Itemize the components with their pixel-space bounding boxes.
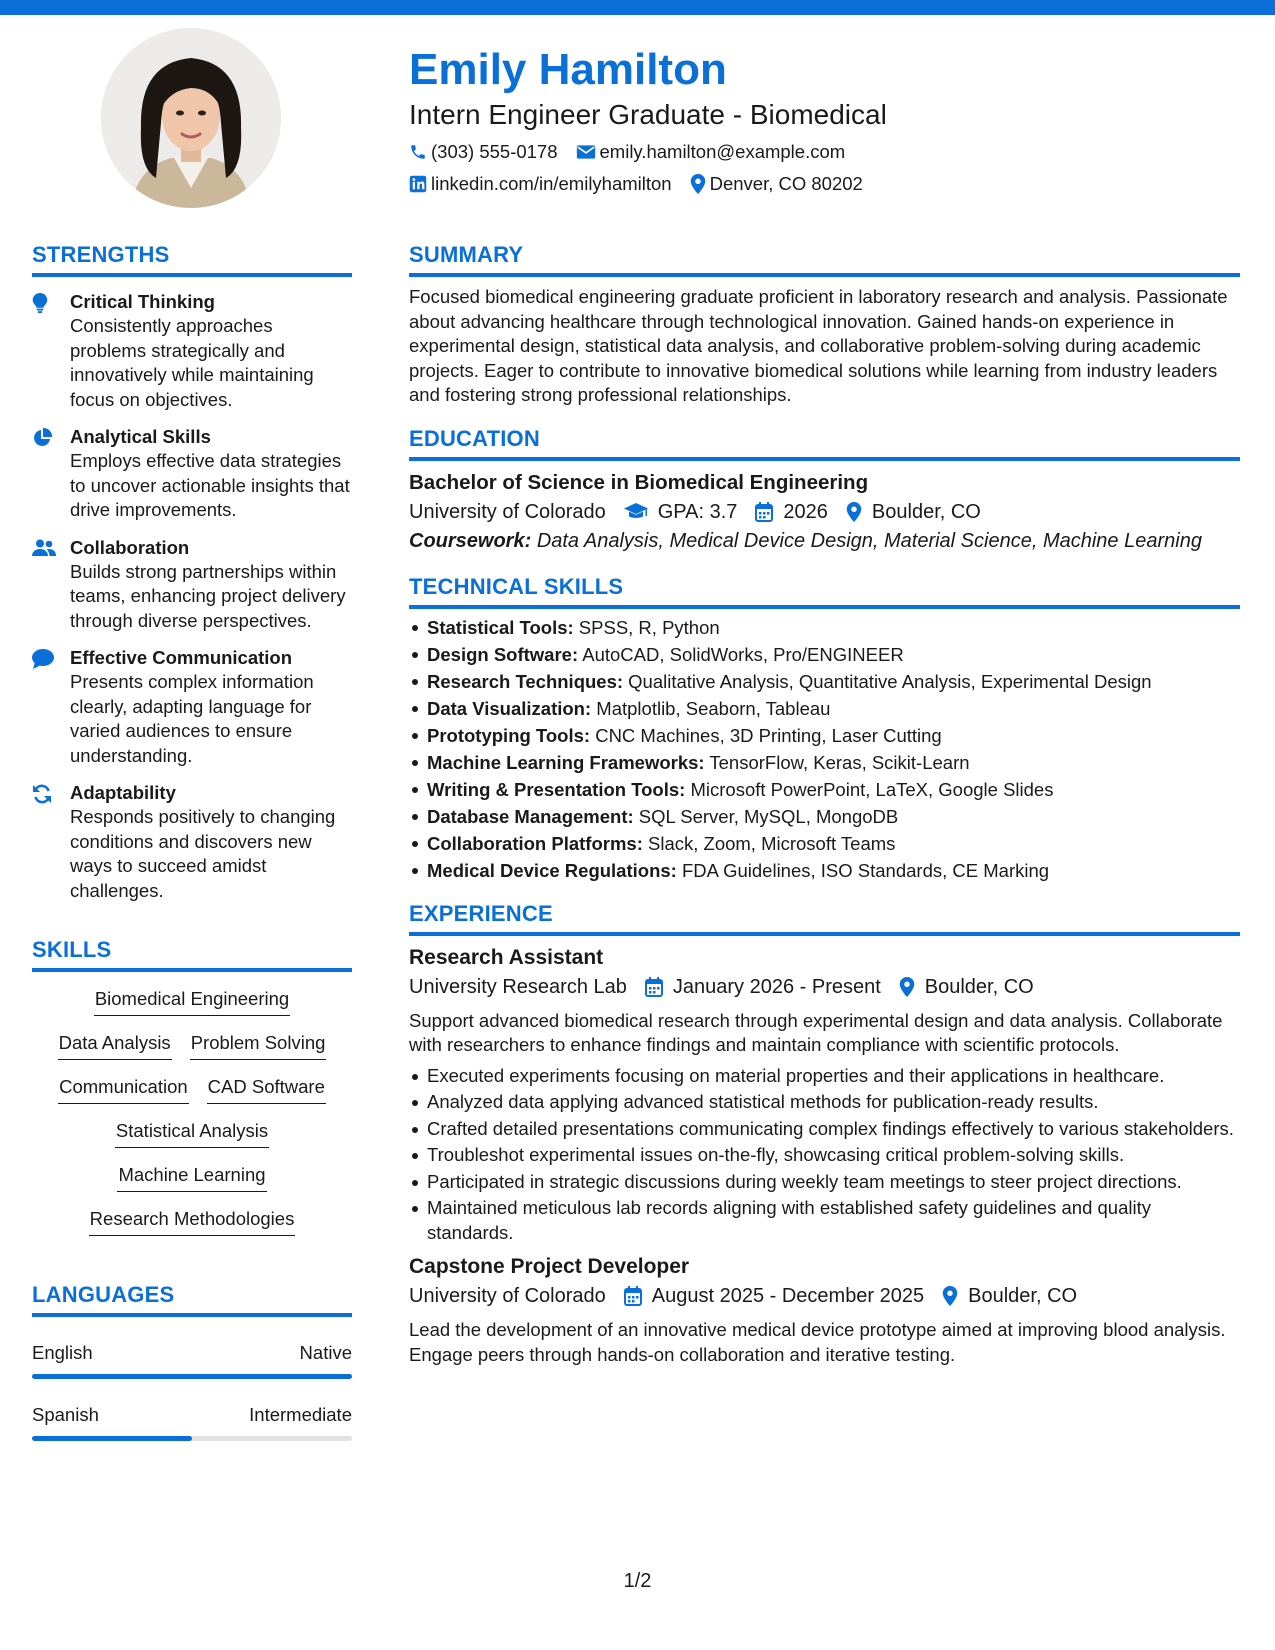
language-level: Intermediate [249,1404,352,1425]
skill-tag: Statistical Analysis [115,1118,269,1148]
skill-category: Data Visualization: [427,697,592,719]
experience-section [409,899,1240,1368]
skill-category: Writing & Presentation Tools: [427,778,686,800]
list-item [409,723,1240,748]
email-contact[interactable] [576,140,846,164]
list-item: Maintained meticulous lab records aligning with established safety guidelines and quality standards. [409,1196,1240,1245]
skills-heading: SKILLS [32,937,112,962]
skill-values: TensorFlow, Keras, Scikit-Learn [709,751,970,773]
skill-row [32,1118,352,1148]
map-pin-icon [846,502,862,522]
skill-values: Qualitative Analysis, Quantitative Analysis, Experimental Design [628,670,1152,692]
language-item [32,1341,352,1379]
job-dates [624,1282,924,1310]
list-item [409,831,1240,856]
skill-category: Design Software: [427,643,579,665]
envelope-icon [576,144,596,160]
skill-tag: Problem Solving [190,1030,327,1060]
calendar-icon [755,502,773,522]
location-contact [690,172,863,196]
coursework-label: Coursework: [409,529,532,552]
language-name: English [32,1342,93,1363]
education-heading: EDUCATION [409,425,540,451]
job-organization [409,1282,606,1310]
list-item [409,615,1240,640]
skill-category: Prototyping Tools: [427,724,591,746]
school-name [409,498,606,526]
skills-section [32,935,352,1236]
organization-text: University Research Lab [409,975,627,998]
section-divider [32,968,352,972]
pie-chart-icon [32,428,52,448]
languages-heading: LANGUAGES [32,1282,175,1307]
strength-title: Analytical Skills [70,426,211,447]
strength-description: Builds strong partnerships within teams, enhancing project delivery through diverse perspectives. [70,560,346,631]
job-dates [645,973,881,1001]
dates-text: January 2026 - Present [672,975,881,998]
skill-category: Medical Device Regulations: [427,859,677,881]
skill-category: Database Management: [427,805,634,827]
skill-tag: Biomedical Engineering [94,986,290,1016]
strength-description: Consistently approaches problems strategically and innovatively while maintaining focus on objectives. [70,315,314,410]
users-icon [32,539,56,557]
person-portrait-icon [101,28,281,208]
skill-values: SQL Server, MySQL, MongoDB [638,805,899,827]
list-item [409,858,1240,883]
location-text: Boulder, CO [924,975,1034,998]
year-text: 2026 [783,500,828,523]
strength-item [32,536,352,634]
linkedin-contact[interactable] [409,172,672,196]
linkedin-text: linkedin.com/in/emilyhamilton [431,173,672,194]
skill-row [32,1162,352,1192]
languages-section [32,1280,352,1441]
skill-values: Microsoft PowerPoint, LaTeX, Google Slides [690,778,1054,800]
gpa-text: GPA: 3.7 [657,500,738,523]
calendar-icon [645,977,663,997]
list-item [409,777,1240,802]
skill-row [32,986,352,1016]
job-description: Lead the development of an innovative medical device prototype aimed at improving blood analysis. Engage peers through hands-on collaboration and iterative testing. [409,1319,1226,1365]
list-item [409,750,1240,775]
job-entry [409,1253,1240,1367]
graduation-year [755,498,828,526]
phone-text: (303) 555-0178 [431,141,558,162]
skill-tag: Data Analysis [58,1030,172,1060]
skill-row [32,1030,352,1060]
sync-icon [32,784,52,804]
section-divider [409,273,1240,277]
language-level-fill [32,1374,352,1379]
strength-item [32,290,352,412]
summary-section [409,240,1240,408]
coursework-list: Data Analysis, Medical Device Design, Material Science, Machine Learning [536,529,1202,552]
strengths-heading: STRENGTHS [32,242,170,267]
list-item [409,669,1240,694]
candidate-title: Intern Engineer Graduate - Biomedical [409,99,887,130]
map-pin-icon [690,174,706,194]
job-title: Capstone Project Developer [409,1255,690,1278]
gpa [624,498,738,526]
job-description: Support advanced biomedical research through experimental design and data analysis. Collaborate with researchers to enhance findings and maintain compliance with scientific protocols. [409,1009,1223,1055]
list-item: Analyzed data applying advanced statistical methods for publication-ready results. [409,1090,1240,1115]
skill-values: SPSS, R, Python [578,616,720,638]
job-entry [409,944,1240,1246]
location-text: Boulder, CO [968,1285,1078,1307]
skill-tag: Machine Learning [117,1162,266,1192]
strengths-section [32,240,352,903]
list-item: Troubleshot experimental issues on-the-fly, showcasing critical problem-solving skills. [409,1143,1240,1168]
school-name-text: University of Colorado [409,500,606,523]
location-text: Denver, CO 80202 [709,173,863,194]
education-section [409,424,1240,556]
resume-header [409,42,1239,196]
list-item: Executed experiments focusing on material properties and their applications in healthcare. [409,1064,1240,1089]
calendar-icon [624,1286,642,1306]
strength-title: Critical Thinking [70,291,215,312]
section-divider [409,457,1240,461]
language-level-fill [32,1436,192,1441]
section-divider [409,605,1240,609]
technical-skills-section [409,572,1240,883]
skill-row [32,1206,352,1236]
phone-icon [409,143,427,161]
technical-skills-heading: TECHNICAL SKILLS [409,573,624,599]
skill-values: AutoCAD, SolidWorks, Pro/ENGINEER [582,643,904,665]
right-column [409,240,1240,1367]
job-bullets [409,1064,1240,1246]
map-pin-icon [899,977,915,997]
skill-row [32,1074,352,1104]
section-divider [32,273,352,277]
skill-values: Slack, Zoom, Microsoft Teams [648,832,896,854]
list-item [409,696,1240,721]
profile-photo [101,28,281,208]
strength-description: Employs effective data strategies to uncover actionable insights that drive improvements. [70,450,350,520]
dates-text: August 2025 - December 2025 [651,1285,925,1307]
skill-category: Research Techniques: [427,670,624,692]
list-item [409,804,1240,829]
skill-tag: Communication [58,1074,189,1104]
map-pin-icon [942,1286,958,1306]
strength-title: Adaptability [70,782,176,803]
technical-skills-list [409,615,1240,883]
strength-item [32,425,352,523]
job-organization [409,973,627,1001]
list-item [409,642,1240,667]
strength-item [32,781,352,903]
education-location [846,498,981,526]
section-divider [32,1313,352,1317]
experience-heading: EXPERIENCE [409,900,553,926]
comment-icon [32,649,54,669]
language-level: Native [299,1342,352,1363]
page-number: 1/2 [623,1570,652,1592]
skill-category: Statistical Tools: [427,616,574,638]
linkedin-icon [409,175,427,193]
job-location [942,1282,1077,1310]
education-meta [409,498,1240,526]
section-divider [409,932,1240,936]
skill-category: Collaboration Platforms: [427,832,643,854]
strength-title: Effective Communication [70,647,293,668]
graduation-cap-icon [624,503,648,521]
location-text: Boulder, CO [871,500,981,523]
lightbulb-icon [32,293,48,313]
list-item: Crafted detailed presentations communicating complex findings effectively to various stakeholders. [409,1117,1240,1142]
job-meta [409,1282,1240,1310]
coursework [409,526,1240,556]
skill-tag: CAD Software [207,1074,326,1104]
top-accent-bar [0,0,1275,15]
candidate-name: Emily Hamilton [409,45,727,94]
job-meta [409,973,1240,1001]
job-title: Research Assistant [409,945,604,969]
strength-item [32,646,352,768]
strength-description: Responds positively to changing conditions and discovers new ways to succeed amidst challenges. [70,806,336,901]
skill-category: Machine Learning Frameworks: [427,751,705,773]
strength-description: Presents complex information clearly, adapting language for varied audiences to ensure understanding. [70,671,314,766]
language-item [32,1403,352,1441]
organization-text: University of Colorado [409,1285,606,1307]
language-name: Spanish [32,1404,99,1425]
left-column [32,240,352,1441]
job-location [899,973,1034,1001]
email-text: emily.hamilton@example.com [599,141,846,162]
contact-row-1 [409,140,1239,164]
strength-title: Collaboration [70,536,190,558]
contact-row-2 [409,172,1239,196]
skill-values: CNC Machines, 3D Printing, Laser Cutting [595,724,942,746]
summary-heading: SUMMARY [409,242,524,267]
skill-tag: Research Methodologies [89,1206,296,1236]
skill-values: Matplotlib, Seaborn, Tableau [596,697,831,719]
phone-contact[interactable] [409,140,558,164]
list-item: Participated in strategic discussions during weekly team meetings to steer project directions. [409,1170,1240,1195]
degree-title: Bachelor of Science in Biomedical Engineering [409,470,869,494]
summary-text: Focused biomedical engineering graduate proficient in laboratory research and analysis. Passionate about advancing healthcare through technological innovation. Gained hands-on experience in experimental design, statistical data analysis, and collaborative problem-solving during academic projects. Eager to contribute to innovative biomedical solutions while learning from industry leaders and fostering strong professional relationships. [409,286,1228,405]
language-level-bar [32,1374,352,1379]
language-level-bar [32,1436,352,1441]
skill-values: FDA Guidelines, ISO Standards, CE Marking [681,859,1050,881]
